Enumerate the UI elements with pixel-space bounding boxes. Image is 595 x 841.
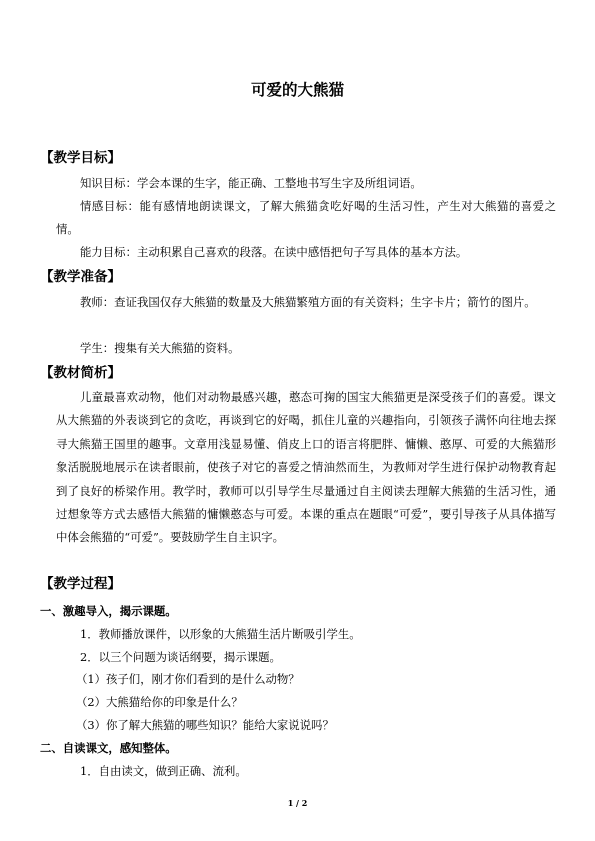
step1-question-3: （3）你了解大熊猫的哪些知识？能给大家说说吗？ <box>76 718 334 732</box>
step2-title: 二、自读课文，感知整体。 <box>40 741 177 755</box>
step2-item-1: 1．自由读文，做到正确、流利。 <box>80 764 247 778</box>
step1-question-1: （1）孩子们，刚才你们看到的是什么动物？ <box>76 672 300 686</box>
process-heading: 【教学过程】 <box>40 576 121 592</box>
analysis-text: 儿童最喜欢动物，他们对动物最感兴趣，憨态可掬的国宝大熊猫更是深受孩子们的喜爱。课文从大熊猫的外表谈到它的贪吃，再谈到它的好喝，抓住儿童的兴趣指向，引领孩子满怀向往地去探寻大熊猫王国里的趣事。文章用浅显易懂、俏皮上口的语言将肥胖、慵懒、憨厚、可爱的大熊猫形象活脱脱地展示在读者眼前，使孩子对它的喜爱之情油然而生，为教师对学生进行保护动物教育起到了良好的桥梁作用。教学时，教师可以引导学生尽量通过自主阅读去理解大熊猫的生活习性，通过想象等方式去感悟大熊猫的慵懒憨态与可爱。本课的重点在题眼“可爱”，要引导孩子从具体描写中体会熊猫的“可爱”。要鼓励学生自主识字。 <box>56 390 556 545</box>
step1-question-2: （2）大熊猫给你的印象是什么？ <box>76 695 243 709</box>
step1-title: 一、激趣导入，揭示课题。 <box>40 604 177 618</box>
goal-knowledge: 知识目标：学会本课的生字，能正确、工整地书写生字及所组词语。 <box>80 176 422 190</box>
goal-ability: 能力目标：主动积累自己喜欢的段落。在读中感悟把句子写具体的基本方法。 <box>80 245 468 259</box>
analysis-heading: 【教材简析】 <box>40 365 121 381</box>
page-title: 可爱的大熊猫 <box>250 81 344 99</box>
prep-student: 学生：搜集有关大熊猫的资料。 <box>80 341 240 355</box>
prep-teacher: 教师：查证我国仅存大熊猫的数量及大熊猫繁殖方面的有关资料；生字卡片；箭竹的图片。 <box>80 295 536 309</box>
goals-heading: 【教学目标】 <box>40 150 121 166</box>
step1-item-1: 1．教师播放课件，以形象的大熊猫生活片断吸引学生。 <box>80 627 361 641</box>
preparation-heading: 【教学准备】 <box>40 269 121 285</box>
step1-item-2: 2．以三个问题为谈话纲要，揭示课题。 <box>80 650 281 664</box>
goal-emotion: 情感目标：能有感情地朗读课文，了解大熊猫贪吃好喝的生活习性，产生对大熊猫的喜爱之情。 <box>56 199 556 237</box>
page-number: 1 / 2 <box>287 798 308 808</box>
